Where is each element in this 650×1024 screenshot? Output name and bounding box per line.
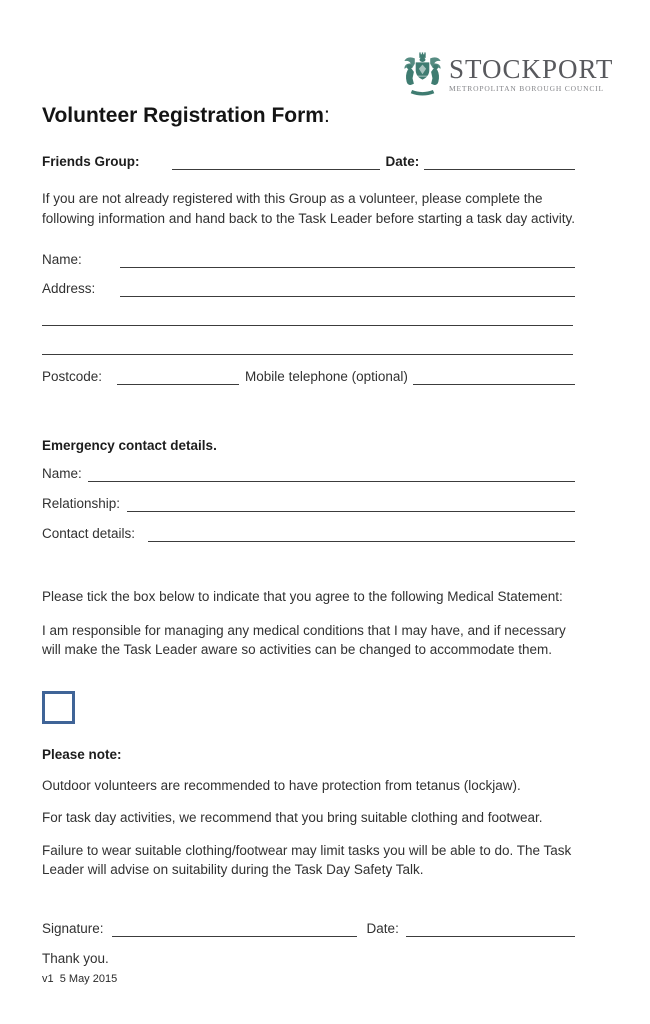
relationship-row (42, 496, 575, 512)
postcode-field[interactable] (117, 372, 239, 385)
friends-group-row (42, 154, 575, 170)
name-field[interactable] (120, 255, 575, 268)
mobile-telephone-field[interactable] (413, 372, 575, 385)
thank-you-text: Thank you. (42, 950, 109, 966)
contact-details-row (42, 526, 575, 542)
note-suitability-line-2: Leader will advise on suitability during the Task Day Safety Talk. (42, 862, 424, 877)
signature-date-field[interactable] (406, 924, 575, 937)
signature-field[interactable] (112, 924, 357, 937)
relationship-label: Relationship: (42, 496, 121, 511)
address-line-2-field[interactable] (42, 325, 573, 326)
address-label: Address: (42, 281, 96, 296)
signature-label: Signature: (42, 920, 104, 936)
medical-statement-line-1: I am responsible for managing any medical conditions that I may have, and if necessary (42, 622, 566, 638)
address-line-3-field[interactable] (42, 354, 573, 355)
note-clothing: For task day activities, we recommend that you bring suitable clothing and footwear. (42, 810, 543, 825)
signature-date-label: Date: (366, 920, 399, 936)
note-tetanus: Outdoor volunteers are recommended to have protection from tetanus (lockjaw). (42, 777, 521, 793)
intro-paragraph-line-2: following information and hand back to the Task Leader before starting a task day activity. (42, 210, 576, 226)
intro-paragraph-line-1: If you are not already registered with this Group as a volunteer, please complete the (42, 191, 543, 206)
council-subtitle: METROPOLITAN BOROUGH COUNCIL (449, 84, 604, 93)
emergency-name-row (42, 466, 575, 482)
version-text: v1 5 May 2015 (42, 972, 118, 985)
medical-statement (42, 621, 575, 660)
postcode-row (42, 369, 575, 385)
relationship-field[interactable] (127, 499, 575, 512)
council-name: STOCKPORT (449, 54, 614, 84)
date-label: Date: (385, 154, 420, 169)
address-row (42, 281, 575, 297)
friends-group-field[interactable] (172, 157, 380, 170)
address-field[interactable] (120, 284, 575, 297)
page-title-text: Volunteer Registration Form (42, 104, 324, 127)
page-title-colon: : (323, 104, 330, 127)
page-title (42, 102, 575, 130)
friends-group-label: Friends Group: (42, 154, 140, 169)
medical-instruction: Please tick the box below to indicate that you agree to the following Medical Statement: (42, 589, 563, 604)
please-note-heading: Please note: (42, 746, 122, 762)
contact-details-label: Contact details: (42, 526, 136, 541)
mobile-telephone-label: Mobile telephone (optional) (245, 369, 408, 384)
medical-agree-checkbox[interactable] (42, 691, 75, 724)
emergency-name-label: Name: (42, 466, 82, 481)
contact-details-field[interactable] (148, 529, 575, 542)
emergency-heading: Emergency contact details. (42, 438, 217, 453)
emergency-name-field[interactable] (88, 469, 575, 482)
name-row (42, 252, 575, 268)
intro-paragraph (42, 189, 575, 228)
note-suitability-line-1: Failure to wear suitable clothing/footwear may limit tasks you will be able to do. The Task (42, 842, 572, 858)
signature-row (42, 921, 575, 937)
medical-statement-line-2: will make the Task Leader aware so activities can be changed to accommodate them. (42, 642, 553, 657)
date-field[interactable] (424, 157, 575, 170)
name-label: Name: (42, 252, 82, 267)
postcode-label: Postcode: (42, 369, 103, 384)
note-suitability (42, 841, 575, 880)
